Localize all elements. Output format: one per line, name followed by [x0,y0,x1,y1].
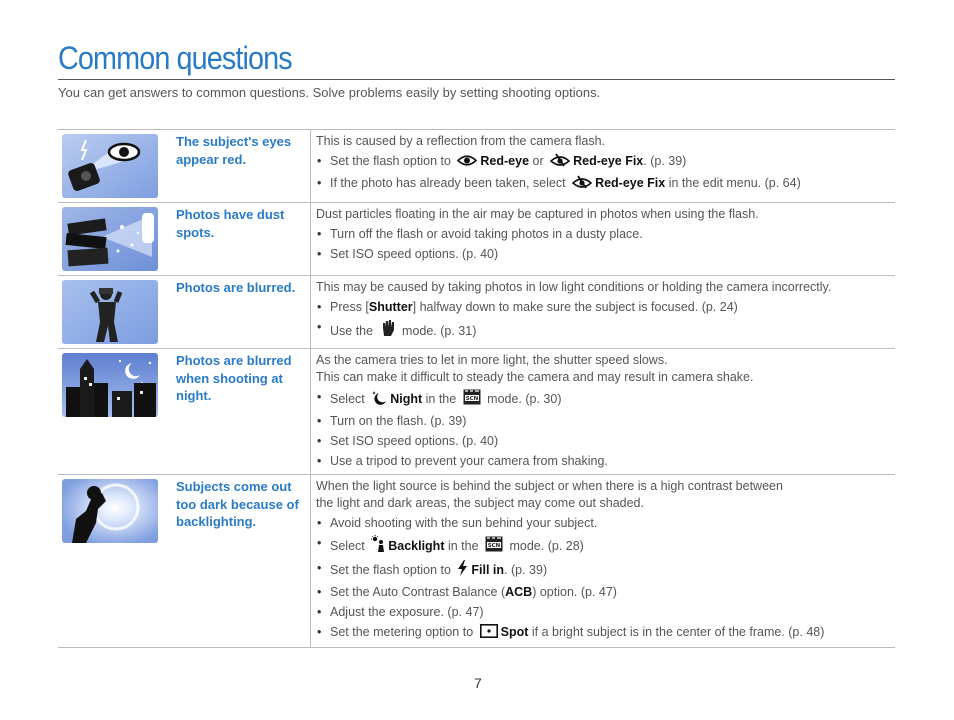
scene-mode-icon [485,536,503,557]
illustration-cell [58,349,168,474]
answer-cell [310,349,895,474]
list-item [316,413,889,430]
answer-intro: the light and dark areas, the subject may come out shaded. [316,496,644,510]
answer-text: Use a tripod to prevent your camera from shaking. [330,454,608,468]
page-subtitle: You can get answers to common questions. Solve problems easily by setting shooting options. [58,85,601,100]
answer-text: mode. (p. 31) [398,324,477,338]
list-item [316,624,889,643]
list-item [316,535,889,557]
question-text: Photos are blurred when shooting at night. [176,353,292,403]
answer-text: Avoid shooting with the sun behind your subject. [330,516,598,530]
dual-is-icon [380,319,396,342]
dust-illustration [62,207,168,271]
option-name: Red-eye [480,154,530,168]
answer-text: Press [ [330,300,369,314]
illustration-cell [58,130,168,202]
night-scene-icon [371,390,387,410]
list-item [316,226,889,243]
option-name: Shutter [368,300,413,314]
red-eye-icon [457,154,477,172]
answer-text: in the [444,539,483,553]
answer-text: Turn off the flash or avoid taking photos in a dusty place. [330,227,643,241]
option-name: ACB [505,585,533,599]
svg-text:SCN: SCN [487,543,501,550]
answer-text: or [529,154,548,168]
answer-text: ] halfway down to make sure the subject is focused. (p. 24) [412,300,738,314]
list-item [316,604,889,621]
answer-text: mode. (p. 30) [483,392,562,406]
option-name: Fill in [471,563,505,577]
page-title: Common questions [58,40,292,76]
svg-text:SCN: SCN [465,396,478,403]
list-item [316,389,889,410]
option-name: Night [390,392,423,406]
answer-text: Set the flash option to [330,563,455,577]
answer-intro: As the camera tries to let in more light, the shutter speed slows. [316,353,668,367]
answer-text: Set the flash option to [330,154,455,168]
common-questions-table [58,129,895,648]
question-text: The subject's eyes appear red. [176,134,292,167]
answer-text: Select [330,539,369,553]
answer-text: Adjust the exposure. (p. 47) [330,605,484,619]
answer-intro: This can make it difficult to steady the camera and may result in camera shake. [316,370,754,384]
answer-text: in the edit menu. (p. 64) [665,176,801,190]
answer-intro: This is caused by a reflection from the camera flash. [316,134,606,148]
answer-cell [310,475,895,647]
table-row [58,130,895,203]
red-eye-fix-icon [572,175,592,194]
page-number: 7 [474,675,482,691]
list-item [316,319,889,342]
list-item [316,515,889,532]
answer-text: Select [330,392,369,406]
answer-text: . (p. 39) [643,154,687,168]
answer-bullets [316,153,889,194]
backlight-illustration [62,479,168,543]
answer-intro: This may be caused by taking photos in low light conditions or holding the camera incorrectly. [316,280,832,294]
illustration-cell [58,475,168,647]
answer-bullets [316,299,889,342]
answer-text: ) option. (p. 47) [532,585,617,599]
option-name: Spot [500,625,529,639]
option-name: Red-eye Fix [573,154,644,168]
answer-text: . (p. 39) [504,563,548,577]
blur-illustration [62,280,168,344]
answer-text: Use the [330,324,377,338]
backlight-scene-icon [371,535,385,557]
list-item [316,584,889,601]
list-item [316,560,889,581]
list-item [316,246,889,263]
answer-text: Set the Auto Contrast Balance ( [330,585,506,599]
answer-text: Turn on the flash. (p. 39) [330,414,467,428]
answer-text: Set ISO speed options. (p. 40) [330,247,499,261]
option-name: Red-eye Fix [595,176,666,190]
night-illustration [62,353,168,417]
table-row [58,276,895,349]
list-item [316,299,889,316]
answer-text: in the [422,392,460,406]
illustration-cell [58,203,168,275]
table-row [58,203,895,276]
flash-fill-icon [457,560,468,581]
title-divider [58,79,895,80]
table-row [58,349,895,475]
answer-text: Set the metering option to [330,625,477,639]
scene-mode-icon [463,389,481,410]
list-item [316,433,889,450]
spot-metering-icon [480,624,498,643]
option-name: Backlight [388,539,445,553]
question-text: Photos have dust spots. [176,207,285,240]
list-item [316,153,889,172]
answer-bullets [316,389,889,470]
answer-text: If the photo has already been taken, select [330,176,570,190]
illustration-cell [58,276,168,348]
answer-text: mode. (p. 28) [506,539,584,553]
list-item [316,453,889,470]
answer-bullets [316,226,889,263]
table-row [58,475,895,648]
red-eye-illustration [62,134,168,198]
question-text: Photos are blurred. [176,280,296,295]
answer-intro: When the light source is behind the subject or when there is a high contrast between [316,479,783,493]
answer-cell [310,130,895,202]
answer-text: Set ISO speed options. (p. 40) [330,434,499,448]
list-item [316,175,889,194]
answer-intro: Dust particles floating in the air may be captured in photos when using the flash. [316,207,759,221]
answer-cell [310,203,895,275]
question-text: Subjects come out too dark because of backlighting. [176,479,299,529]
red-eye-fix-icon [550,153,570,172]
answer-cell [310,276,895,348]
answer-text: if a bright subject is in the center of the frame. (p. 48) [528,625,825,639]
answer-bullets [316,515,889,643]
